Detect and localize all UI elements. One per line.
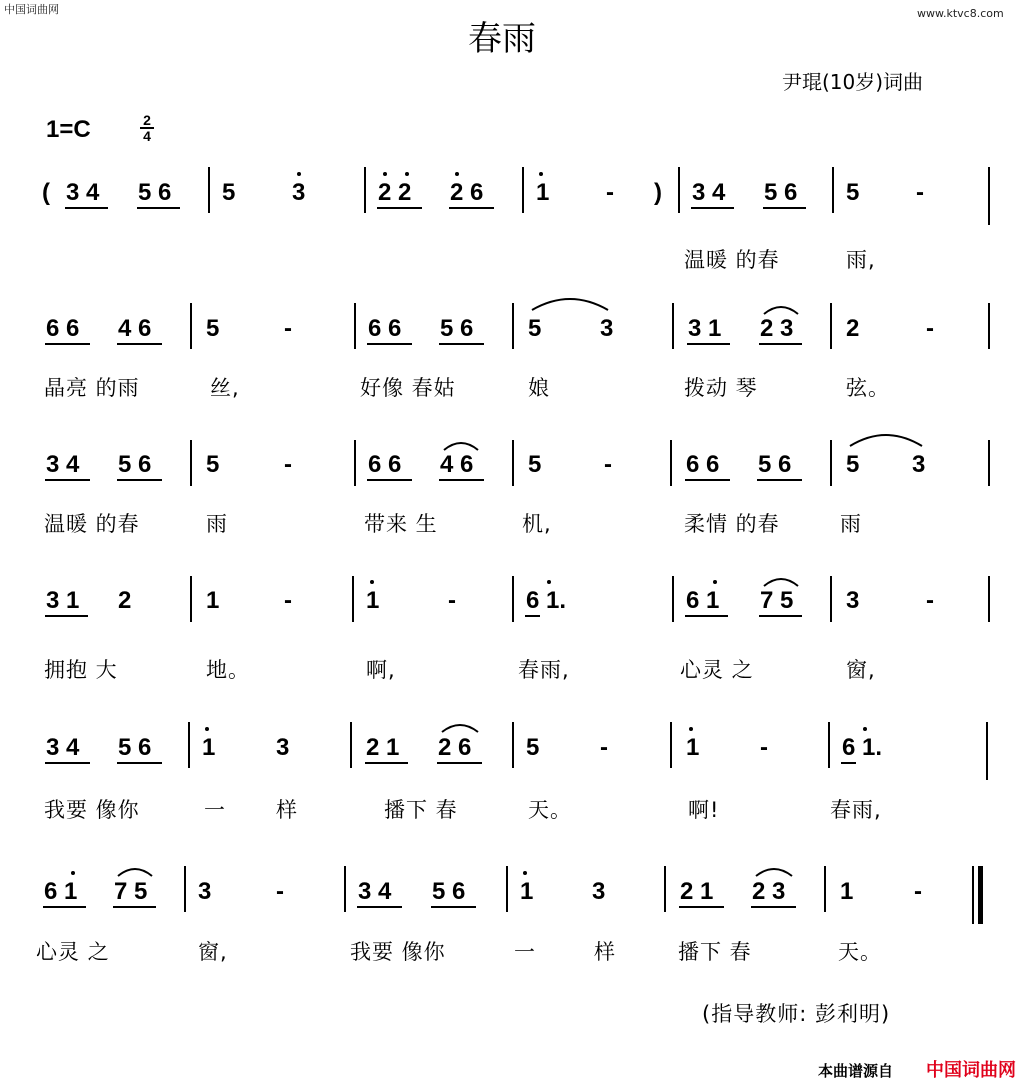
note-paren-close: )	[654, 179, 662, 206]
barline	[364, 167, 366, 213]
barline	[190, 303, 192, 349]
high-octave-dot	[539, 172, 543, 176]
note: 5	[846, 179, 860, 206]
beam	[691, 207, 734, 209]
barline	[188, 722, 190, 768]
slur	[442, 438, 480, 452]
note-group: 6 1	[44, 878, 78, 905]
lyric: 窗,	[198, 940, 228, 964]
beam	[117, 479, 162, 481]
barline	[672, 576, 674, 622]
note-dash: -	[284, 587, 292, 614]
high-octave-dot	[523, 871, 527, 875]
beam	[117, 343, 162, 345]
high-octave-dot	[205, 727, 209, 731]
lyric: 我要 像你	[44, 798, 140, 822]
note-dash: -	[600, 734, 608, 761]
note-group: 5 6	[758, 451, 792, 478]
note-group: 3 4	[46, 451, 80, 478]
beam	[45, 762, 90, 764]
note: 5	[528, 315, 542, 342]
final-barline-thin	[972, 866, 974, 924]
lyric: 啊,	[366, 658, 396, 682]
beam	[685, 479, 730, 481]
time-numerator: 2	[140, 113, 154, 129]
lyric: 雨	[206, 512, 228, 536]
note-dash: -	[916, 179, 924, 206]
barline	[506, 866, 508, 912]
barline	[830, 303, 832, 349]
watermark-right: www.ktvc8.com	[917, 7, 1004, 20]
beam	[841, 762, 856, 764]
high-octave-dot	[297, 172, 301, 176]
key-signature: 1=C	[46, 116, 91, 143]
barline	[208, 167, 210, 213]
high-octave-dot	[71, 871, 75, 875]
note-group: 3 1	[688, 315, 722, 342]
high-octave-dot	[547, 580, 551, 584]
note-group: 6 6	[368, 451, 402, 478]
barline	[512, 440, 514, 486]
lyric: 春雨,	[518, 658, 570, 682]
lyric: 雨,	[846, 248, 876, 272]
beam	[679, 906, 724, 908]
barline	[988, 303, 990, 349]
barline	[678, 167, 680, 213]
lyric: 窗,	[846, 658, 876, 682]
high-octave-dot	[689, 727, 693, 731]
note-group: 5 6	[118, 734, 152, 761]
lyric: 晶亮 的雨	[44, 376, 140, 400]
barline	[986, 722, 988, 780]
lyric: 天。	[838, 940, 882, 964]
lyric: 心灵 之	[680, 658, 754, 682]
slur	[848, 428, 924, 448]
note-dash: -	[604, 451, 612, 478]
note-group: 3 4	[358, 878, 392, 905]
barline	[354, 440, 356, 486]
beam	[367, 479, 412, 481]
high-octave-dot	[383, 172, 387, 176]
barline	[512, 303, 514, 349]
note: 1	[840, 878, 854, 905]
note: 5	[526, 734, 540, 761]
note-group: 6 1	[686, 587, 720, 614]
teacher-credit: (指导教师: 彭利明)	[702, 1002, 891, 1026]
slur	[762, 302, 800, 316]
lyric: 好像 春姑	[360, 376, 456, 400]
lyric: 娘	[528, 376, 550, 400]
barline	[670, 440, 672, 486]
note-group: 2 1	[366, 734, 400, 761]
lyric: 天。	[528, 798, 572, 822]
high-octave-dot	[713, 580, 717, 584]
note: 1	[202, 734, 216, 761]
barline	[824, 866, 826, 912]
note-dash: -	[926, 587, 934, 614]
lyric: 雨	[840, 512, 862, 536]
lyric: 一	[204, 798, 226, 822]
note-group: 3 4	[66, 179, 100, 206]
note-group: 6 6	[46, 315, 80, 342]
note: 5	[528, 451, 542, 478]
lyric: 温暖 的春	[684, 248, 780, 272]
lyric: 地。	[206, 658, 250, 682]
note-group: 6 1.	[526, 587, 567, 614]
watermark-left: 中国词曲网	[4, 3, 59, 16]
lyric: 春雨,	[830, 798, 882, 822]
note-group: 5 6	[138, 179, 172, 206]
lyric: 播下 春	[384, 798, 458, 822]
note-group: 5 6	[118, 451, 152, 478]
note: 3	[276, 734, 290, 761]
beam	[365, 762, 408, 764]
note-group: 7 5	[114, 878, 148, 905]
barline	[988, 440, 990, 486]
barline	[190, 440, 192, 486]
lyric: 啊!	[688, 798, 720, 822]
barline	[664, 866, 666, 912]
note-group: 2 1	[680, 878, 714, 905]
lyric: 弦。	[846, 376, 890, 400]
note: 3	[592, 878, 606, 905]
note-dash: -	[284, 451, 292, 478]
note-group: 6 6	[368, 315, 402, 342]
barline	[354, 303, 356, 349]
beam	[377, 207, 422, 209]
barline	[522, 167, 524, 213]
barline	[988, 576, 990, 622]
note: 1	[366, 587, 380, 614]
lyric: 一	[514, 940, 536, 964]
lyric: 样	[594, 940, 616, 964]
note: 1	[520, 878, 534, 905]
barline	[350, 722, 352, 768]
beam	[431, 906, 476, 908]
note-dash: -	[760, 734, 768, 761]
high-octave-dot	[863, 727, 867, 731]
lyric: 机,	[522, 512, 552, 536]
note-group: 2 6	[438, 734, 472, 761]
slur	[530, 292, 610, 312]
note-group: 5 6	[440, 315, 474, 342]
song-title: 春雨	[468, 19, 536, 59]
note: 1	[206, 587, 220, 614]
composer-credit: 尹琨(10岁)词曲	[782, 70, 924, 94]
note-dash: -	[926, 315, 934, 342]
barline	[344, 866, 346, 912]
barline	[832, 167, 834, 213]
barline	[184, 866, 186, 912]
beam	[437, 762, 482, 764]
note-group: 2 2	[378, 179, 412, 206]
slur	[754, 864, 794, 878]
beam	[439, 343, 484, 345]
note: 5	[846, 451, 860, 478]
note-group: 5 6	[432, 878, 466, 905]
barline	[830, 440, 832, 486]
barline	[830, 576, 832, 622]
barline	[352, 576, 354, 622]
barline	[512, 576, 514, 622]
beam	[757, 479, 802, 481]
beam	[759, 343, 802, 345]
lyric: 温暖 的春	[44, 512, 140, 536]
barline	[672, 303, 674, 349]
beam	[45, 343, 90, 345]
footer-source-label: 本曲谱源自	[818, 1062, 894, 1080]
beam	[449, 207, 494, 209]
lyric: 拥抱 大	[44, 658, 118, 682]
beam	[45, 479, 90, 481]
beam	[45, 615, 88, 617]
high-octave-dot	[455, 172, 459, 176]
slur	[762, 574, 800, 588]
beam	[113, 906, 156, 908]
note-dash: -	[276, 878, 284, 905]
note: 3	[292, 179, 306, 206]
note: 3	[198, 878, 212, 905]
note-dash: -	[606, 179, 614, 206]
barline	[988, 167, 990, 225]
time-denominator: 4	[143, 128, 151, 144]
high-octave-dot	[370, 580, 374, 584]
beam	[763, 207, 806, 209]
note: 3	[600, 315, 614, 342]
beam	[137, 207, 180, 209]
note-paren-open: (	[42, 179, 50, 206]
beam	[117, 762, 162, 764]
lyric: 样	[276, 798, 298, 822]
barline	[190, 576, 192, 622]
footer-brand-link[interactable]: 中国词曲网	[926, 1060, 1016, 1081]
note-group: 2 3	[760, 315, 794, 342]
note-dash: -	[448, 587, 456, 614]
lyric: 带来 生	[364, 512, 438, 536]
beam	[685, 615, 728, 617]
lyric: 播下 春	[678, 940, 752, 964]
final-barline-thick	[978, 866, 983, 924]
beam	[525, 615, 540, 617]
lyric: 丝,	[210, 376, 240, 400]
barline	[512, 722, 514, 768]
high-octave-dot	[405, 172, 409, 176]
beam	[357, 906, 402, 908]
beam	[439, 479, 484, 481]
slur	[440, 720, 480, 734]
note-group: 6 6	[686, 451, 720, 478]
note-dash: -	[284, 315, 292, 342]
note-group: 3 4	[692, 179, 726, 206]
note: 3	[912, 451, 926, 478]
note-group: 4 6	[118, 315, 152, 342]
slur	[116, 864, 154, 878]
note-group: 2 6	[450, 179, 484, 206]
beam	[759, 615, 802, 617]
note: 1	[686, 734, 700, 761]
note-group: 3 1	[46, 587, 80, 614]
note-group: 2 3	[752, 878, 786, 905]
note-group: 7 5	[760, 587, 794, 614]
note-group: 3 4	[46, 734, 80, 761]
time-signature	[140, 113, 154, 143]
note: 2	[846, 315, 860, 342]
lyric: 柔情 的春	[684, 512, 780, 536]
note-group: 4 6	[440, 451, 474, 478]
note-group: 5 6	[764, 179, 798, 206]
note: 5	[206, 451, 220, 478]
beam	[367, 343, 412, 345]
note: 2	[118, 587, 132, 614]
lyric: 心灵 之	[36, 940, 110, 964]
note: 5	[222, 179, 236, 206]
lyric: 我要 像你	[350, 940, 446, 964]
note-dash: -	[914, 878, 922, 905]
beam	[751, 906, 796, 908]
note-group: 6 1.	[842, 734, 883, 761]
barline	[670, 722, 672, 768]
beam	[43, 906, 86, 908]
barline	[828, 722, 830, 768]
lyric: 拨动 琴	[684, 376, 758, 400]
note: 3	[846, 587, 860, 614]
beam	[687, 343, 730, 345]
note: 1	[536, 179, 550, 206]
note: 5	[206, 315, 220, 342]
beam	[65, 207, 108, 209]
